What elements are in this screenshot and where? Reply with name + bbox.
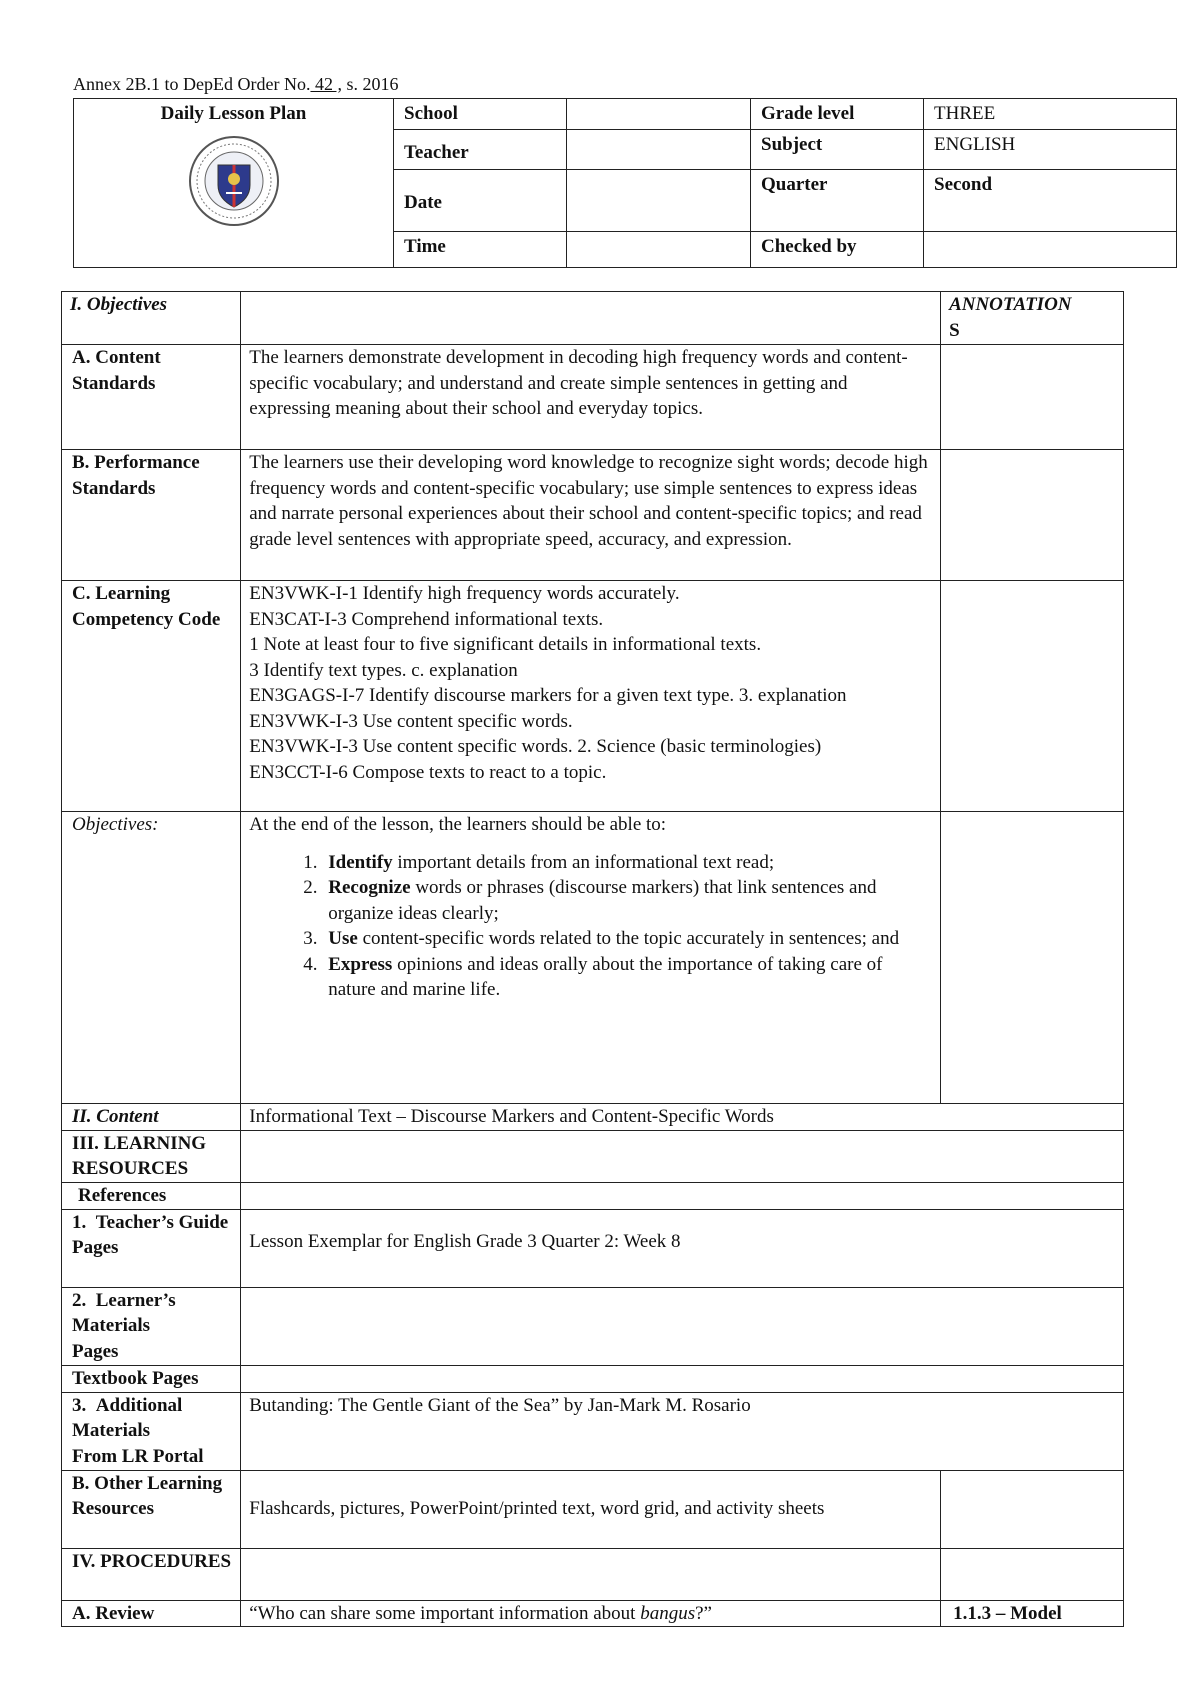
subject-value: ENGLISH — [924, 129, 1177, 169]
review-annotation: 1.1.3 – Model — [941, 1600, 1124, 1627]
date-value — [567, 169, 751, 231]
annex-reference: Annex 2B.1 to DepEd Order No. 42 , s. 2016 — [73, 74, 399, 94]
list-item: 1. Identify important details from an informational text read; — [322, 850, 933, 876]
time-label: Time — [394, 231, 567, 267]
teacher-value — [567, 129, 751, 169]
teachers-guide-label: 1. Teacher’s Guide Pages — [62, 1209, 241, 1287]
dlp-title-cell — [74, 99, 394, 268]
teachers-guide-text: Lesson Exemplar for English Grade 3 Quarter 2: Week 8 — [241, 1209, 1124, 1287]
resources-heading: III. LEARNING RESOURCES — [62, 1130, 241, 1182]
textbook-pages-text — [241, 1365, 1124, 1392]
textbook-pages-label: Textbook Pages — [62, 1365, 241, 1392]
quarter-value: Second — [924, 169, 1177, 231]
competency-line: EN3CCT-I-6 Compose texts to react to a topic. — [249, 761, 607, 783]
list-item: 4. Express opinions and ideas orally about the importance of taking care of nature and marine life. — [322, 952, 933, 1003]
quarter-label: Quarter — [751, 169, 924, 231]
deped-seal-icon — [188, 135, 280, 227]
performance-standards-text: The learners use their developing word knowledge to recognize sight words; decode high frequency words and content-specific vocabulary; use simple sentences to express ideas and narrate personal experiences about their school and content-specific topics; and read grade level sentences with appropriate speed, accuracy, and expression. — [241, 450, 941, 581]
competency-text — [241, 581, 941, 812]
references-blank — [241, 1182, 1124, 1209]
procedures-blank — [241, 1548, 941, 1600]
competency-line: 3 Identify text types. c. explanation — [249, 659, 518, 681]
content-heading: II. Content — [62, 1104, 241, 1131]
competency-line: EN3VWK-I-3 Use content specific words. — [249, 710, 573, 732]
procedures-annotation — [941, 1548, 1124, 1600]
teacher-label: Teacher — [394, 129, 567, 169]
lesson-plan-table — [61, 291, 1124, 1627]
list-item: 2. Recognize words or phrases (discourse markers) that link sentences and organize ideas clearly; — [322, 875, 933, 926]
references-label: References — [62, 1182, 241, 1209]
competency-annotation — [941, 581, 1124, 812]
checked-by-label: Checked by — [751, 231, 924, 267]
annotations-heading: ANNOTATION S — [941, 292, 1124, 345]
grade-level-value: THREE — [924, 99, 1177, 130]
time-value — [567, 231, 751, 267]
objectives-intro: At the end of the lesson, the learners should be able to: — [249, 814, 667, 835]
grade-level-label: Grade level — [751, 99, 924, 130]
objectives-heading-blank — [241, 292, 941, 345]
content-standards-label: A. Content Standards — [62, 345, 241, 450]
competency-line: EN3GAGS-I-7 Identify discourse markers for a given text type. 3. explanation — [249, 685, 847, 706]
header-table — [73, 98, 1177, 268]
review-text: “Who can share some important information about bangus?” — [241, 1600, 941, 1627]
checked-by-value — [924, 231, 1177, 267]
competency-line: EN3VWK-I-3 Use content specific words. 2. Science (basic terminologies) — [249, 736, 822, 757]
objectives-label: Objectives: — [62, 812, 241, 1104]
objectives-annotation — [941, 812, 1124, 1104]
review-label: A. Review — [62, 1600, 241, 1627]
school-value — [567, 99, 751, 130]
additional-materials-text: Butanding: The Gentle Giant of the Sea” by Jan-Mark M. Rosario — [241, 1392, 1124, 1470]
resources-blank — [241, 1130, 1124, 1182]
content-standards-annotation — [941, 345, 1124, 450]
learners-materials-label: 2. Learner’s Materials Pages — [62, 1287, 241, 1365]
subject-label: Subject — [751, 129, 924, 169]
competency-line: EN3VWK-I-1 Identify high frequency words accurately. — [249, 583, 680, 604]
content-text: Informational Text – Discourse Markers and Content-Specific Words — [241, 1104, 1124, 1131]
competency-label: C. Learning Competency Code — [62, 581, 241, 812]
learners-materials-text — [241, 1287, 1124, 1365]
objectives-heading: I. Objectives — [62, 292, 241, 345]
other-resources-annotation — [941, 1470, 1124, 1548]
competency-line: EN3CAT-I-3 Comprehend informational texts. — [249, 608, 604, 630]
page-title: Daily Lesson Plan — [160, 103, 307, 124]
competency-line: 1 Note at least four to five significant details in informational texts. — [249, 634, 762, 655]
other-resources-label: B. Other Learning Resources — [62, 1470, 241, 1548]
procedures-heading: IV. PROCEDURES — [62, 1548, 241, 1600]
list-item: 3. Use content-specific words related to the topic accurately in sentences; and — [322, 926, 933, 952]
performance-standards-label: B. Performance Standards — [62, 450, 241, 581]
other-resources-text: Flashcards, pictures, PowerPoint/printed text, word grid, and activity sheets — [241, 1470, 941, 1548]
performance-standards-annotation — [941, 450, 1124, 581]
school-label: School — [394, 99, 567, 130]
objectives-list — [249, 850, 933, 1003]
content-standards-text: The learners demonstrate development in decoding high frequency words and content-specific vocabulary; and understand and create simple sentences in getting and expressing meaning about their school and everyday topics. — [241, 345, 941, 450]
objectives-text — [241, 812, 941, 1104]
additional-materials-label: 3. Additional Materials From LR Portal — [62, 1392, 241, 1470]
date-label: Date — [394, 169, 567, 231]
